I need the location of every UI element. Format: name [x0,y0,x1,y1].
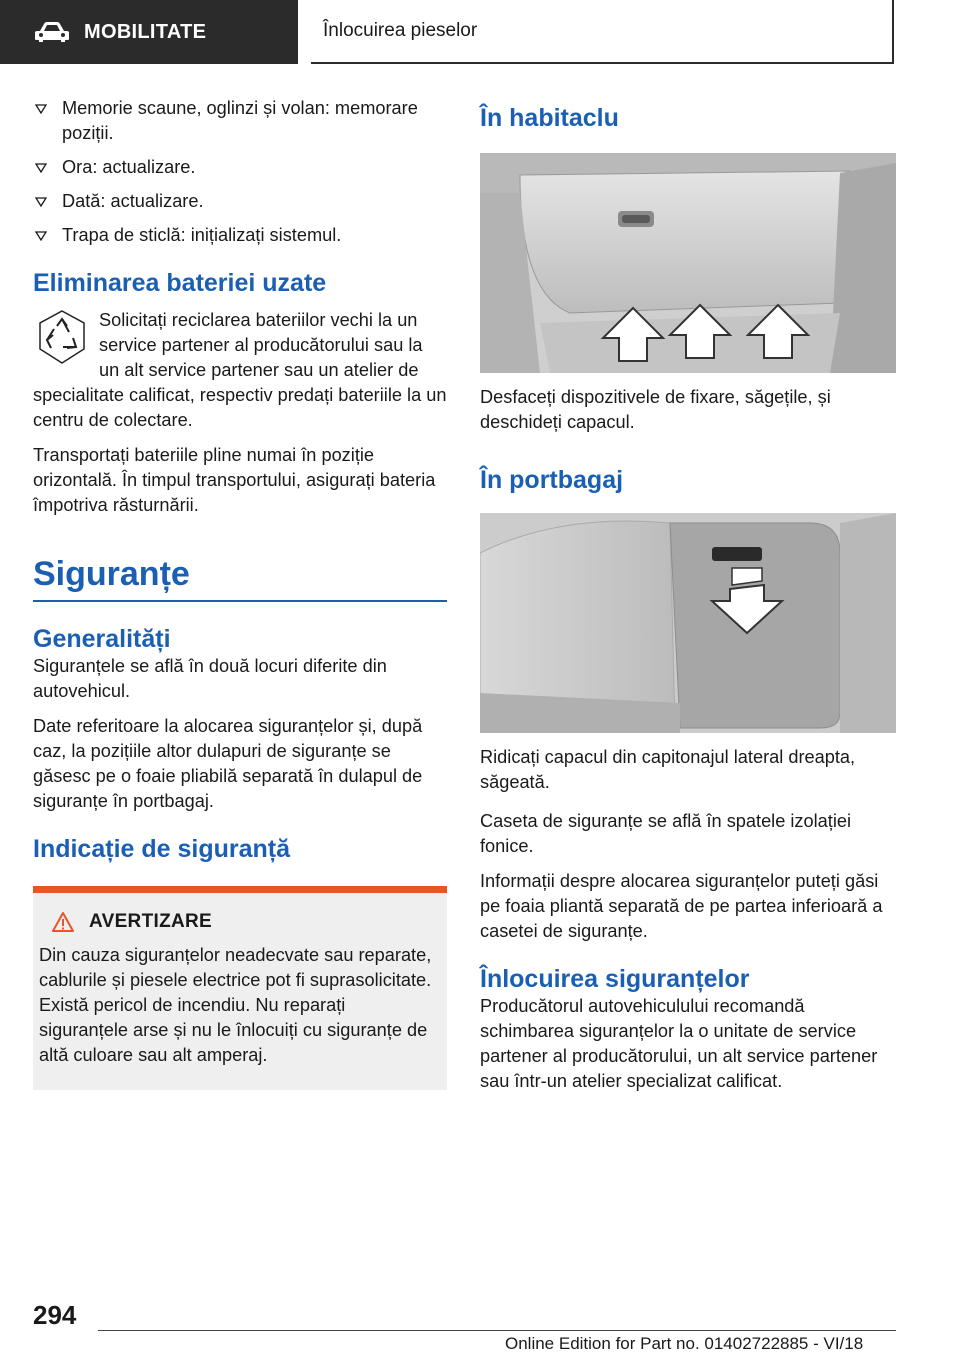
safety-heading: Indicație de siguranță [33,835,291,863]
triangle-bullet-icon [35,231,47,241]
warning-header [39,911,439,933]
trunk-caption: Ridicați capacul din capitonajul lateral dreapta, săgeată. [480,747,856,792]
chapter-title: Înlocuirea pieselor [323,20,478,41]
trunk-heading: În portbagaj [480,466,624,494]
footer-edition: Online Edition for Part no. 01402722885 - VI/18 [505,1334,864,1353]
car-icon [34,21,70,43]
battery-heading: Eliminarea bateriei uzate [33,269,327,297]
left-column [33,96,447,1090]
reset-list [33,96,447,248]
general-paragraph-2: Date referitoare la alocarea siguranțelor și, după caz, la pozițiile altor dulapuri de siguranțe se găsesc pe o foaie pliabilă separată în dulapul de siguranțe în portbagaj. [33,716,423,811]
cabin-heading: În habitaclu [480,104,619,132]
battery-disposal [33,308,447,443]
battery-paragraph: Solicitați reciclarea bateriilor vechi la un service partener al producătorului sau la un alt service partener sau un atelier de specialitate calificat, respectiv predați bateriile la un centru de colectare. [33,310,447,430]
section-title: MOBILITATE [84,20,207,43]
chapter-heading: Siguranțe [33,555,190,593]
warning-text: Din cauza siguranțelor neadecvate sau reparate, cablurile și piesele electrice pot fi suprasolicitate. Există pericol de incendiu. Nu reparați siguranțele arse și nu le înlocuiți cu siguranțe de altă culoare sau alt amperaj. [39,945,432,1065]
glovebox-image [480,153,896,373]
triangle-bullet-icon [35,163,47,173]
list-item: Memorie scaune, oglinzi și volan: memorare poziții. [33,96,447,146]
chapter-header [311,0,894,64]
replace-heading: Înlocuirea siguranțelor [480,965,750,993]
warning-label: AVERTIZARE [89,911,212,932]
cabin-caption: Desfaceți dispozitivele de fixare, săgețile, și deschideți capacul. [480,387,831,432]
battery-transport-paragraph: Transportați bateriile pline numai în poziție orizontală. În timpul transportului, asigurați bateria împotriva răsturnării. [33,445,436,515]
footer-divider [98,1330,896,1331]
warning-box [33,886,447,1090]
trunk-paragraph: Caseta de siguranțe se află în spatele izolației fonice. [480,811,852,856]
list-item: Dată: actualizare. [33,189,447,214]
right-column [480,96,896,1104]
recycle-icon [33,308,91,366]
trunk-panel-image [480,513,896,733]
warning-triangle-icon [51,911,75,933]
triangle-bullet-icon [35,197,47,207]
list-item: Ora: actualizare. [33,155,447,180]
list-item: Trapa de sticlă: inițializați sistemul. [33,223,447,248]
trunk-paragraph-2: Informații despre alocarea siguranțelor puteți găsi pe foaia pliantă separată de pe partea inferioară a casetei de siguranțe. [480,871,883,941]
chapter-divider [33,600,447,602]
page-number: 294 [33,1300,77,1330]
section-tab [0,0,298,64]
general-heading: Generalități [33,625,171,653]
triangle-bullet-icon [35,104,47,114]
replace-paragraph: Producătorul autovehiculului recomandă schimbarea siguranțelor la o unitate de service partener al producătorului, un alt service partener sau într-un atelier specializat calificat. [480,996,878,1091]
general-paragraph: Siguranțele se află în două locuri diferite din autovehicul. [33,656,387,701]
